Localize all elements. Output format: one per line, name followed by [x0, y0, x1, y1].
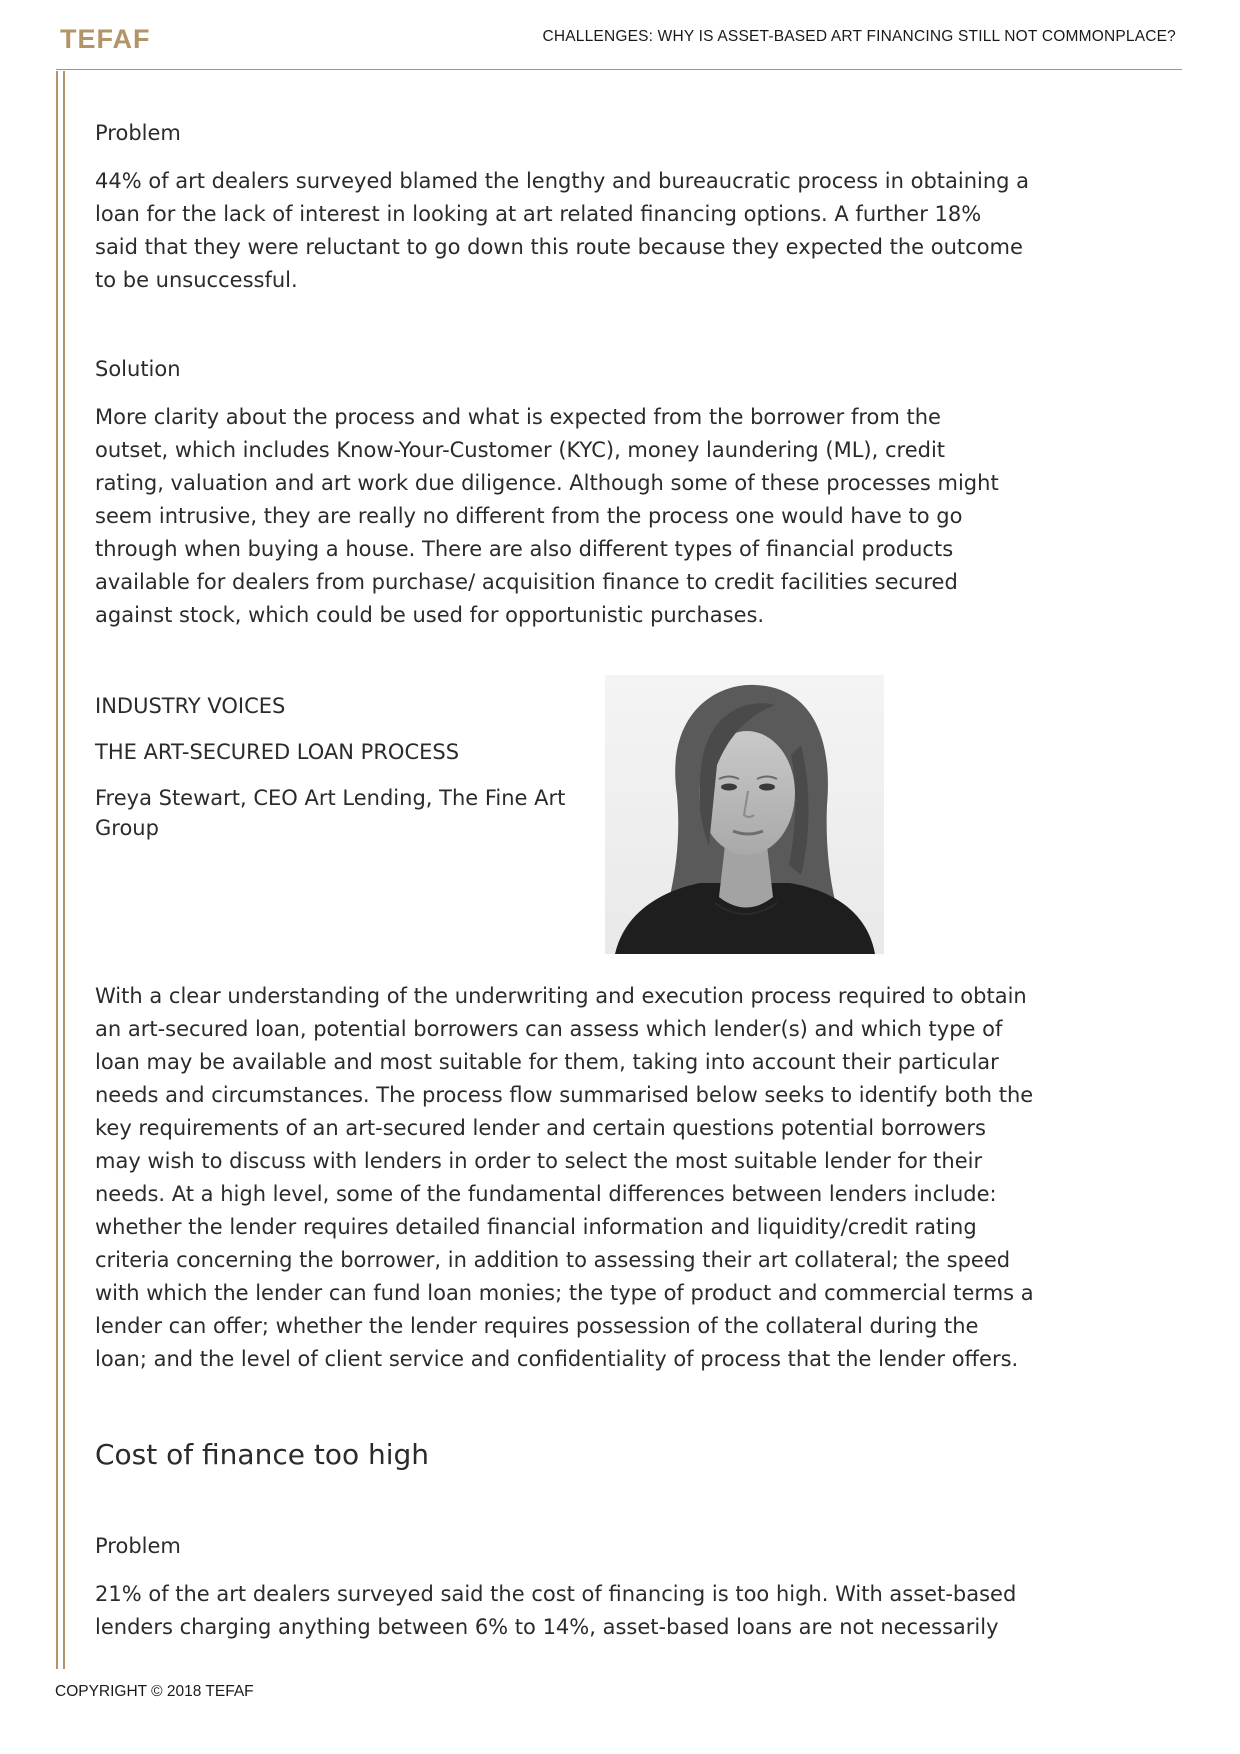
- problem-label: Problem: [95, 121, 181, 145]
- industry-voices-kicker: INDUSTRY VOICES: [95, 694, 286, 718]
- solution-label: Solution: [95, 357, 181, 381]
- header-rule: [56, 69, 1182, 70]
- margin-rule-outer: [56, 71, 58, 1669]
- copyright-footer: COPYRIGHT © 2018 TEFAF: [55, 1683, 254, 1700]
- author-byline: Freya Stewart, CEO Art Lending, The Fine Art Group: [95, 786, 566, 840]
- industry-voices-paragraph: With a clear understanding of the underwriting and execution process required to obtain an art-secured loan, potential borrowers can assess which lender(s) and which type of loan may be available and most suitable for them, taking into account their particular needs and circumstances. The process flow summarised below seeks to identify both the key requirements of an art-secured lender and certain questions potential borrowers may wish to discuss with lenders in order to select the most suitable lender for their needs. At a high level, some of the fundamental differences between lenders include: whether the lender requires detailed financial information and liquidity/credit rating criteria concerning the borrower, in addition to assessing their art collateral; the speed with which the lender can fund loan monies; the type of product and commercial terms a lender can offer; whether the lender requires possession of the collateral during the loan; and the level of client service and confidentiality of process that the lender offers.: [95, 984, 1034, 1371]
- margin-rule-inner: [63, 71, 65, 1669]
- solution-paragraph: More clarity about the process and what is expected from the borrower from the outset, which includes Know-Your-Customer (KYC), money laundering (ML), credit rating, valuation and art work due diligence. Although some of these processes might seem intrusive, they are really no different from the process one would have to go through when buying a house. There are also different types of financial products available for dealers from purchase/ acquisition finance to credit facilities secured against stock, which could be used for opportunistic purchases.: [95, 405, 999, 627]
- tefaf-logo: TEFAF: [60, 24, 151, 54]
- author-portrait-photo: [605, 675, 884, 954]
- problem-label-2: Problem: [95, 1534, 181, 1558]
- section-heading: Cost of finance too high: [95, 1438, 430, 1471]
- problem-paragraph: 44% of art dealers surveyed blamed the lengthy and bureaucratic process in obtaining a loan for the lack of interest in looking at art related financing options. A further 18% said that they were reluctant to go down this route because they expected the outcome to be unsuccessful.: [95, 169, 1030, 292]
- running-head: CHALLENGES: WHY IS ASSET-BASED ART FINANCING STILL NOT COMMONPLACE?: [542, 28, 1176, 45]
- article-title: THE ART-SECURED LOAN PROCESS: [95, 740, 460, 764]
- problem-paragraph-2: 21% of the art dealers surveyed said the cost of financing is too high. With asset-based lenders charging anything between 6% to 14%, asset-based loans are not necessarily: [95, 1582, 1017, 1639]
